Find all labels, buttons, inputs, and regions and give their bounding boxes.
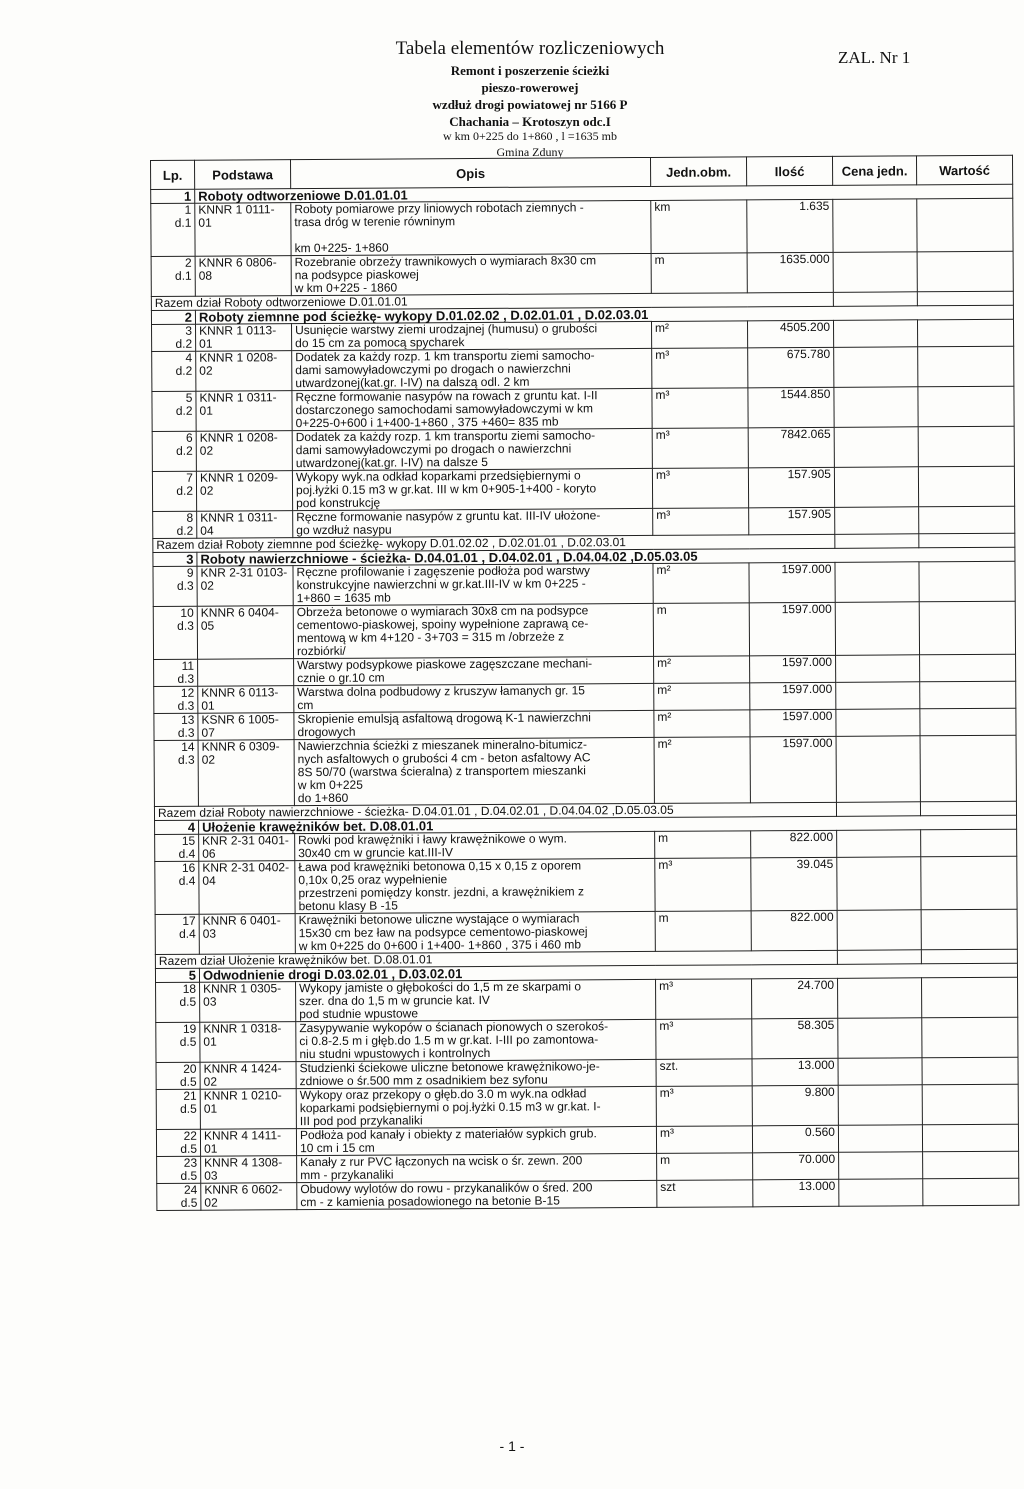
row-unit: m³ — [652, 468, 748, 509]
row-podstawa: KNR 2-31 0401- 06 — [199, 834, 295, 862]
project-line-4: Chachania – Krotoszyn odc.I — [449, 114, 611, 129]
row-unit: szt — [657, 1180, 753, 1208]
row-lp: 11 d.3 — [154, 659, 198, 686]
col-header-lp: Lp. — [151, 160, 195, 189]
project-line-1: Remont i poszerzenie ścieżki — [450, 63, 610, 78]
row-lp: 4 d.2 — [152, 351, 196, 391]
row-lp: 8 d.2 — [153, 511, 197, 538]
row-price — [839, 1179, 923, 1207]
row-price — [837, 910, 921, 951]
row-podstawa: KNNR 4 1308- 03 — [201, 1156, 297, 1184]
row-lp: 2 d.1 — [151, 256, 195, 296]
row-unit: m — [657, 1153, 753, 1181]
row-opis: Usunięcie warstwy ziemi urodzajnej (humusu) o grubości do 15 cm za pomocą spycharek — [292, 321, 652, 350]
row-lp: 7 d.2 — [152, 471, 196, 511]
row-unit: m³ — [653, 508, 749, 536]
row-unit: km — [651, 200, 747, 254]
row-podstawa: KNR 2-31 0103- 02 — [197, 566, 293, 607]
table-row — [156, 1084, 1018, 1129]
row-lp: 9 d.3 — [153, 566, 197, 606]
row-value — [922, 977, 1018, 1018]
section-summary: Razem dział Roboty ziemnne pod ścieżkę- wykopy D.01.02.02 , D.02.01.01 , D.02.03.01 — [153, 534, 835, 552]
row-unit: m³ — [656, 1126, 752, 1154]
table-row — [151, 251, 1013, 296]
section-title: Odwodnienie drogi D.03.02.01 , D.03.02.01 — [199, 963, 1017, 982]
row-podstawa: KNNR 1 0311- 04 — [197, 511, 293, 539]
row-unit: m² — [654, 656, 750, 684]
row-value — [917, 198, 1013, 252]
row-price — [837, 857, 921, 911]
table-row — [156, 977, 1018, 1022]
row-price — [834, 467, 918, 508]
row-lp: 3 d.2 — [152, 324, 196, 351]
row-lp: 19 d.5 — [156, 1022, 200, 1062]
row-qty: 0.560 — [752, 1125, 838, 1153]
row-podstawa: KNNR 6 0113- 01 — [198, 686, 294, 714]
row-qty: 1597.000 — [750, 709, 836, 737]
row-lp: 12 d.3 — [154, 686, 198, 713]
row-opis: Ręczne profilowanie i zagęszenie podłoża pod warstwy konstrukcyjne nawierzchni w gr.kat.III-IV w km 0+225 - 1+860 = 1635 mb — [293, 563, 653, 605]
row-opis: Roboty pomiarowe przy liniowych robotach ziemnych - trasa dróg w terenie równinym km 0+225- 1+860 — [291, 200, 651, 255]
row-opis: Ława pod krawężniki betonowa 0,15 x 0,15 z oporem 0,10x 0,25 oraz wypełnienie przestrzeni pomiędzy konstr. jezdni, a krawężnikiem z betonu klasy B -15 — [295, 858, 655, 913]
row-lp: 16 d.4 — [155, 861, 199, 914]
summary-price — [836, 802, 920, 817]
row-podstawa: KNNR 6 0806- 08 — [195, 256, 291, 297]
project-line-3: wzdłuż drogi powiatowej nr 5166 P — [432, 97, 628, 112]
table-body — [151, 184, 1019, 1210]
row-unit: szt. — [656, 1059, 752, 1087]
row-price — [838, 1125, 922, 1153]
row-podstawa: KNNR 6 0401- 03 — [199, 914, 295, 955]
row-lp: 20 d.5 — [156, 1062, 200, 1089]
row-lp: 1 d.1 — [151, 203, 195, 256]
row-opis: Studzienki ściekowe uliczne betonowe krawężnikowo-je- zdniowe o śr.500 mm z osadnikiem bez syfonu — [296, 1059, 656, 1088]
table-row — [157, 1178, 1019, 1210]
row-price — [836, 736, 920, 803]
section-title: Roboty nawierzchniowe - ścieżka- D.04.01.01 , D.04.02.01 , D.04.04.02 ,D.05.03.05 — [197, 547, 1015, 566]
row-price — [838, 1058, 922, 1086]
table-row — [155, 856, 1017, 914]
row-lp: 10 d.3 — [153, 606, 197, 659]
document-title: Tabela elementów rozliczeniowych — [395, 38, 665, 59]
row-value — [917, 251, 1013, 292]
section-title: Roboty odtworzeniowe D.01.01.01 — [195, 184, 1013, 203]
row-unit: m³ — [655, 858, 751, 912]
row-opis: Ręczne formowanie nasypów z gruntu kat. III-IV ułożone- go wzdłuż nasypu — [293, 508, 653, 537]
row-lp: 23 d.5 — [157, 1156, 201, 1183]
row-value — [922, 1084, 1018, 1125]
row-unit: m³ — [652, 348, 748, 389]
row-podstawa: KSNR 6 1005- 07 — [198, 713, 294, 741]
row-value — [919, 506, 1015, 534]
summary-value — [920, 801, 1016, 816]
table-row — [153, 561, 1015, 606]
row-qty: 1.635 — [747, 199, 833, 253]
page-number: - 1 - — [499, 1438, 525, 1454]
row-price — [839, 1152, 923, 1180]
section-title: Ułożenie krawężników bet. D.08.01.01 — [199, 815, 1017, 834]
row-qty: 70.000 — [753, 1152, 839, 1180]
row-qty: 13.000 — [752, 1058, 838, 1086]
row-price — [834, 387, 918, 428]
row-price — [834, 427, 918, 468]
row-unit: m³ — [652, 428, 748, 469]
row-opis: Skropienie emulsją asfaltową drogową K-1 nawierzchni drogowych — [294, 710, 654, 739]
row-unit: m³ — [652, 388, 748, 429]
row-unit: m² — [654, 683, 750, 711]
elements-table — [150, 155, 1019, 1211]
row-opis: Wykopy oraz przekopy o głęb.do 3.0 m wyk.na odkład koparkami podsiębiernymi o poj.łyżki 0.15 m3 w gr.kat. I- III pod pod przykanaliki — [296, 1086, 656, 1128]
row-podstawa: KNNR 1 0311- 01 — [196, 391, 292, 432]
row-price — [836, 655, 920, 683]
row-podstawa: KNNR 4 1424- 02 — [200, 1062, 296, 1090]
summary-value — [919, 533, 1015, 548]
table-row — [155, 909, 1017, 954]
section-number: 5 — [155, 968, 199, 982]
row-price — [838, 978, 922, 1019]
row-qty: 157.905 — [748, 467, 834, 508]
row-qty: 39.045 — [751, 857, 837, 911]
row-lp: 17 d.4 — [155, 914, 199, 954]
row-lp: 13 d.3 — [154, 713, 198, 740]
table-row — [154, 735, 1016, 806]
row-qty: 58.305 — [752, 1018, 838, 1059]
row-unit: m — [655, 831, 751, 859]
section-number: 1 — [151, 189, 195, 203]
section-number: 4 — [155, 820, 199, 834]
row-opis: Dodatek za każdy rozp. 1 km transportu ziemi samocho- dami samowyładowczymi po drogach o nawierzchni utwardzonej(kat.gr. I-IV) na dalsze 5 — [292, 428, 652, 470]
row-unit: m — [655, 911, 751, 952]
row-qty: 1597.000 — [749, 602, 835, 656]
row-value — [920, 654, 1016, 682]
row-qty: 1597.000 — [750, 736, 836, 803]
row-value — [918, 346, 1014, 387]
row-opis: Warstwa dolna podbudowy z kruszyw łamanych gr. 15 cm — [294, 683, 654, 712]
row-unit: m² — [654, 710, 750, 738]
table-row — [151, 198, 1013, 256]
row-qty: 822.000 — [751, 910, 837, 951]
row-podstawa: KNNR 6 0404- 05 — [197, 606, 293, 660]
project-municipality: Gmina Zduny — [496, 145, 564, 159]
row-podstawa: KNR 2-31 0402- 04 — [199, 861, 295, 915]
row-value — [917, 319, 1013, 347]
summary-value — [921, 949, 1017, 964]
row-value — [918, 466, 1014, 507]
project-line-2: pieszo-rowerowej — [481, 80, 579, 95]
row-value — [919, 601, 1015, 655]
row-value — [919, 561, 1015, 602]
row-lp: 14 d.3 — [154, 740, 198, 806]
col-header-podstawa: Podstawa — [195, 160, 291, 190]
section-number: 2 — [151, 310, 195, 324]
row-value — [920, 681, 1016, 709]
attachment-number: ZAL. Nr 1 — [838, 48, 911, 67]
row-unit: m — [653, 603, 749, 657]
document-header — [0, 0, 1024, 175]
section-summary: Razem dział Roboty nawierzchniowe - ścieżka- D.04.01.01 , D.04.02.01 , D.04.04.02 ,D.05.03.05 — [154, 802, 836, 820]
row-value — [921, 909, 1017, 950]
row-opis: Rowki pod krawężniki i ławy krawężnikowe o wym. 30x40 cm w gruncie kat.III-IV — [295, 831, 655, 860]
row-qty: 822.000 — [751, 830, 837, 858]
row-value — [918, 386, 1014, 427]
row-price — [836, 682, 920, 710]
row-qty: 1597.000 — [749, 562, 835, 603]
row-value — [923, 1178, 1019, 1206]
row-price — [833, 199, 917, 253]
summary-price — [833, 292, 917, 307]
row-lp: 24 d.5 — [157, 1183, 201, 1210]
summary-price — [837, 950, 921, 965]
section-summary: Razem dział Roboty odtworzeniowe D.01.01.01 — [151, 292, 833, 310]
row-price — [834, 347, 918, 388]
row-opis: Obrzeża betonowe o wymiarach 30x8 cm na podsypce cementowo-piaskowej, spoiny wypełnione zaprawą ce- mentową w km 4+120 - 3+703 = 315 m /obrzeże z rozbiórki/ — [293, 603, 653, 658]
col-header-ilosc: Ilość — [746, 156, 832, 186]
row-lp: 22 d.5 — [156, 1129, 200, 1156]
summary-price — [835, 534, 919, 549]
section-summary: Razem dział Ułożenie krawężników bet. D.08.01.01 — [155, 950, 837, 968]
row-podstawa: KNNR 4 1411- 01 — [200, 1129, 296, 1157]
row-value — [922, 1057, 1018, 1085]
row-lp: 15 d.4 — [155, 834, 199, 861]
row-lp: 18 d.5 — [156, 982, 200, 1022]
row-qty: 24.700 — [752, 978, 838, 1019]
row-podstawa: KNNR 1 0208- 02 — [196, 431, 292, 472]
row-price — [838, 1018, 922, 1059]
row-lp: 21 d.5 — [156, 1089, 200, 1129]
row-qty: 157.905 — [749, 507, 835, 535]
row-podstawa: KNNR 1 0318- 01 — [200, 1022, 296, 1063]
row-lp: 6 d.2 — [152, 431, 196, 471]
table-row — [152, 386, 1014, 431]
row-unit: m² — [651, 321, 747, 349]
row-podstawa: KNNR 1 0208- 02 — [196, 351, 292, 392]
row-unit: m — [651, 253, 747, 294]
row-value — [921, 856, 1017, 910]
row-opis: Dodatek za każdy rozp. 1 km transportu ziemi samocho- dami samowyładowczymi po drogach o nawierzchni utwardzonej(kat.gr. I-IV) na dalszą odl. 2 km — [292, 348, 652, 390]
row-opis: Krawężniki betonowe uliczne wystające o wymiarach 15x30 cm bez ław na podsypce cementowo-piaskowej w km 0+225 do 0+600 i 1+400- 1+860 , 375 i 460 mb — [295, 911, 655, 953]
row-price — [833, 252, 917, 293]
row-opis: Rozebranie obrzeży trawnikowych o wymiarach 8x30 cm na podsypce piaskowej w km 0+225 - 1860 — [291, 253, 651, 295]
row-price — [838, 1085, 922, 1126]
row-unit: m² — [653, 563, 749, 604]
row-podstawa: KNNR 1 0209- 02 — [196, 471, 292, 512]
project-range: w km 0+225 do 1+860 , l =1635 mb — [443, 129, 617, 143]
row-podstawa: KNNR 1 0113- 01 — [196, 324, 292, 352]
row-opis: Podłoża pod kanały i obiekty z materiałów sypkich grub. 10 cm i 15 cm — [296, 1126, 656, 1155]
row-qty: 13.000 — [753, 1179, 839, 1207]
row-podstawa: KNNR 6 0309- 02 — [198, 740, 294, 807]
row-opis: Warstwy podsypkowe piaskowe zagęszczane mechani- czniе o gr.10 cm — [294, 656, 654, 685]
row-opis: Kanały z rur PVC łączonych na wcisk o śr. zewn. 200 mm - przykanaliki — [297, 1153, 657, 1182]
table-row — [153, 601, 1015, 659]
col-header-wartosc: Wartość — [916, 155, 1012, 185]
section-title: Roboty ziemnne pod ścieżkę- wykopy D.01.02.02 , D.02.01.01 , D.02.03.01 — [195, 305, 1013, 324]
row-opis: Nawierzchnia ścieżki z mieszanek mineralno-bitumicz- nych asfaltowych o grubości 4 cm - beton asfaltowy AC 8S 50/70 (warstwa ścieralna) z transportem mieszanki w km 0+225 do 1+860 — [294, 737, 654, 805]
table-row — [152, 346, 1014, 391]
row-value — [921, 829, 1017, 857]
row-opis: Zasypywanie wykopów o ścianach pionowych o szerokoś- ci 0.8-2.5 m i głęb.do 1.5 m w gr.kat. I-III po zamontowa- niu studni wpustowych i kontrolnych — [296, 1019, 656, 1061]
row-opis: Wykopy jamiste o głębokości do 1,5 m ze skarpami o szer. dna do 1,5 m w gruncie kat. IV pod studnie wpustowe — [296, 979, 656, 1021]
row-unit: m³ — [656, 1019, 752, 1060]
table-row — [152, 426, 1014, 471]
row-qty: 4505.200 — [747, 320, 833, 348]
row-value — [922, 1124, 1018, 1152]
row-qty: 1635.000 — [747, 252, 833, 293]
col-header-cena: Cena jedn. — [832, 156, 916, 186]
row-qty: 7842.065 — [748, 427, 834, 468]
row-opis: Ręczne formowanie nasypów na rowach z gruntu kat. I-II dostarczonego samochodami samowyładowczymi w km 0+225-0+600 i 1+400-1+860 , 375 +460= 835 mb — [292, 388, 652, 430]
row-podstawa: KNNR 1 0111- 01 — [195, 203, 291, 257]
row-price — [837, 830, 921, 858]
row-qty: 1597.000 — [750, 682, 836, 710]
row-lp: 5 d.2 — [152, 391, 196, 431]
row-podstawa: KNNR 6 0602- 02 — [201, 1183, 297, 1211]
row-qty: 1597.000 — [750, 655, 836, 683]
row-podstawa: KNNR 1 0210- 01 — [200, 1089, 296, 1130]
col-header-opis: Opis — [291, 157, 651, 188]
row-unit: m³ — [656, 979, 752, 1020]
row-qty: 675.780 — [748, 347, 834, 388]
row-value — [920, 708, 1016, 736]
row-value — [920, 735, 1016, 802]
row-podstawa: KNNR 1 0305- 03 — [200, 982, 296, 1023]
row-qty: 9.800 — [752, 1085, 838, 1126]
row-price — [835, 562, 919, 603]
row-value — [918, 426, 1014, 467]
project-details — [300, 128, 760, 160]
row-price — [835, 507, 919, 535]
table-row — [156, 1017, 1018, 1062]
section-number: 3 — [153, 552, 197, 566]
row-unit: m³ — [656, 1086, 752, 1127]
row-value — [922, 1017, 1018, 1058]
row-opis: Obudowy wylotów do rowu - przykanalików o śred. 200 cm - z kamienia posadowionego na betonie B-15 — [297, 1180, 657, 1209]
summary-value — [917, 291, 1013, 306]
row-price — [836, 709, 920, 737]
row-unit: m² — [654, 737, 750, 804]
project-title — [300, 62, 760, 130]
row-value — [923, 1151, 1019, 1179]
row-podstawa — [198, 659, 294, 687]
row-opis: Wykopy wyk.na odkład koparkami przedsiębiernymi o poj.łyżki 0.15 m3 w gr.kat. III w km 0+905-1+400 - koryto pod konstrukcję — [292, 468, 652, 510]
col-header-jedn: Jedn.obm. — [650, 157, 746, 187]
table-row — [152, 466, 1014, 511]
row-qty: 1544.850 — [748, 387, 834, 428]
row-price — [835, 602, 919, 656]
row-price — [833, 320, 917, 348]
